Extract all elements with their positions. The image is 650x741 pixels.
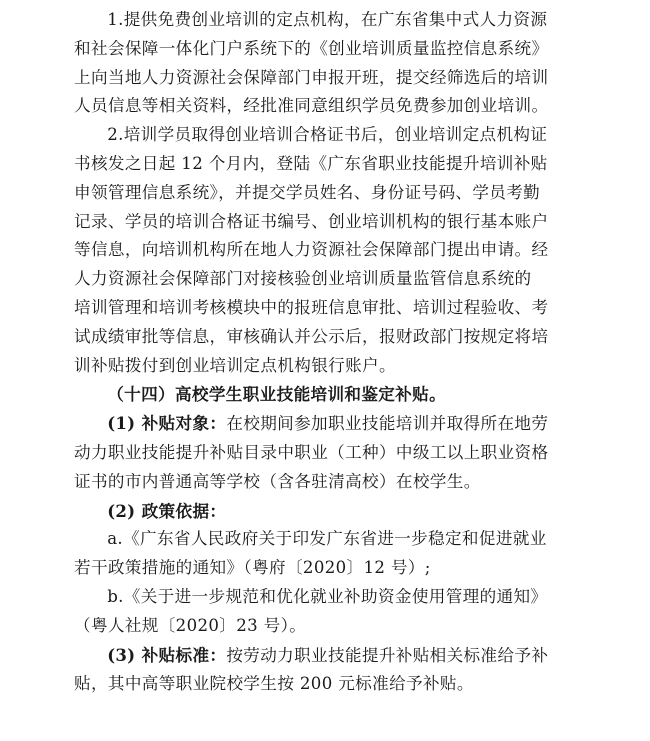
section-heading: （十四）高校学生职业技能培训和鉴定补贴。 — [107, 384, 447, 405]
paragraph-1-line-1: 1.提供免费创业培训的定点机构，在广东省集中式人力资源 — [107, 10, 548, 29]
paragraph-2-line-3: 申领管理信息系统》，并提交学员姓名、身份证号码、学员考勤 — [74, 182, 541, 202]
paragraph-2-line-8: 试成绩审批等信息，审核确认并公示后，报财政部门按规定将培 — [74, 326, 549, 346]
subsidy-standard-line-2: 贴，其中高等职业院校学生按 200 元标准给予补贴。 — [74, 674, 474, 694]
policy-ref-b-line-2: （粤人社规〔2020〕23 号）。 — [74, 615, 307, 635]
policy-basis — [74, 497, 576, 641]
subsidy-target-text-1: 在校期间参加职业技能培训并取得所在地劳 — [226, 414, 549, 434]
subsidy-standard — [74, 641, 576, 700]
subsidy-standard-text-1: 按劳动力职业技能提升补贴相关标准给予补 — [226, 645, 549, 665]
policy-ref-a-line-2: 若干政策措施的通知》（粤府〔2020〕12 号）; — [74, 558, 431, 578]
paragraph-2-line-5: 等信息，向培训机构所在地人力资源社会保障部门提出申请。经 — [74, 240, 549, 260]
paragraph-1 — [74, 6, 576, 121]
paragraph-2-line-6: 人力资源社会保障部门对接核验创业培训质量监管信息系统的 — [74, 269, 532, 289]
paragraph-2-line-1: 2.培训学员取得创业培训合格证书后，创业培训定点机构证 — [107, 125, 548, 145]
subsidy-standard-label: (3) 补贴标准： — [107, 644, 227, 665]
policy-ref-a-line-1: a.《广东省人民政府关于印发广东省进一步稳定和促进就业 — [107, 529, 547, 549]
subsidy-target-label: (1) 补贴对象： — [107, 413, 227, 434]
paragraph-2-line-4: 记录、学员的培训合格证书编号、创业培训机构的银行基本账户 — [74, 211, 549, 231]
subsidy-target-line-3: 证书的市内普通高等学校（含各驻清高校）在校学生。 — [74, 471, 481, 491]
paragraph-2-line-7: 培训管理和培训考核模块中的报班信息审批、培训过程验收、考 — [74, 297, 549, 317]
policy-basis-label: (2) 政策依据： — [107, 500, 227, 521]
paragraph-2 — [74, 121, 576, 380]
subsidy-target-line-1 — [74, 409, 576, 439]
paragraph-2-line-2: 书核发之日起 12 个月内，登陆《广东省职业技能提升培训补贴 — [74, 153, 548, 173]
subsidy-standard-line-1 — [74, 641, 576, 671]
paragraph-1-line-2: 和社会保障一体化门户系统下的《创业培训质量监控信息系统》 — [74, 38, 549, 58]
paragraph-2-line-9: 训补贴拨付到创业培训定点机构银行账户。 — [74, 355, 396, 375]
paragraph-1-line-3: 上向当地人力资源社会保障部门申报开班，提交经筛选后的培训 — [74, 67, 549, 87]
policy-ref-b-line-1: b.《关于进一步规范和优化就业补助资金使用管理的通知》 — [107, 586, 548, 606]
subsidy-target-line-2: 动力职业技能提升补贴目录中职业（工种）中级工以上职业资格 — [74, 442, 549, 462]
paragraph-1-line-4: 人员信息等相关资料，经批准同意组织学员免费参加创业培训。 — [74, 96, 549, 116]
subsidy-target — [74, 409, 576, 496]
